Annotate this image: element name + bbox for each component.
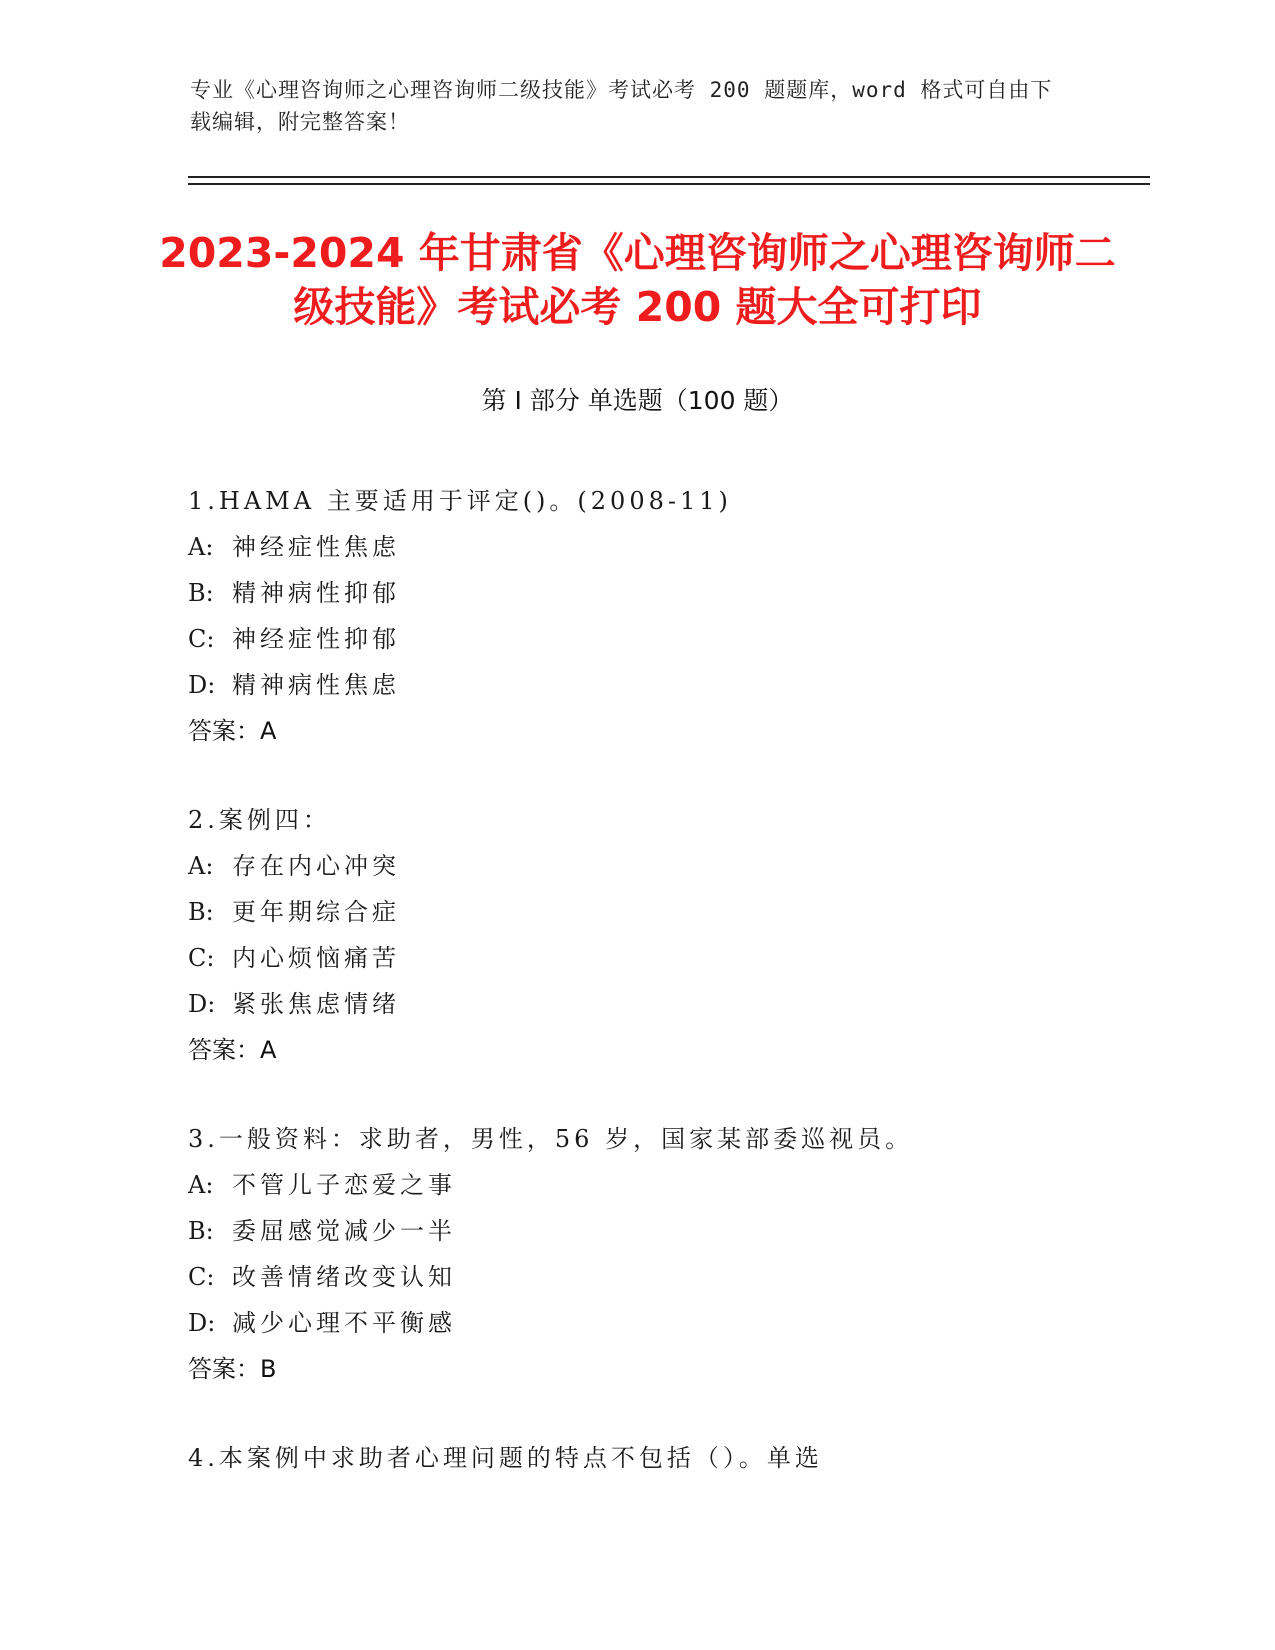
- option-b: [188, 889, 1148, 935]
- question-4: [188, 1435, 1148, 1481]
- option-a: [188, 524, 1148, 570]
- option-letter: C:: [188, 625, 215, 653]
- option-b: [188, 1208, 1148, 1254]
- option-text: 更年期综合症: [232, 898, 400, 926]
- option-a: [188, 1162, 1148, 1208]
- option-c: [188, 935, 1148, 981]
- option-d: [188, 981, 1148, 1027]
- option-d: [188, 662, 1148, 708]
- option-text: 神经症性焦虑: [232, 533, 400, 561]
- header-rule-bottom: [188, 183, 1150, 185]
- question-stem: 2.案例四：: [188, 806, 331, 834]
- option-letter: B:: [188, 579, 214, 607]
- answer: 答案：A: [188, 717, 277, 745]
- option-text: 减少心理不平衡感: [232, 1309, 456, 1337]
- document-title: 2023-2024 年甘肃省《心理咨询师之心理咨询师二级技能》考试必考 200 题大全可打印: [159, 229, 1116, 331]
- option-letter: B:: [188, 1217, 214, 1245]
- option-text: 精神病性抑郁: [232, 579, 400, 607]
- question-list: [188, 478, 1148, 1524]
- answer: 答案：B: [188, 1355, 277, 1383]
- question-stem: 1.HAMA 主要适用于评定()。(2008-11): [188, 487, 732, 515]
- option-text: 紧张焦虑情绪: [232, 990, 400, 1018]
- option-b: [188, 570, 1148, 616]
- question-stem: 3.一般资料：求助者，男性，56 岁，国家某部委巡视员。: [188, 1125, 914, 1153]
- option-letter: A:: [188, 1171, 214, 1199]
- section-heading: 第 I 部分 单选题（100 题）: [481, 386, 794, 415]
- question-stem: 4.本案例中求助者心理问题的特点不包括（）。单选: [188, 1444, 823, 1472]
- question-1: [188, 478, 1148, 754]
- option-letter: D:: [188, 1309, 216, 1337]
- header-rule-top: [188, 176, 1150, 178]
- option-text: 精神病性焦虑: [232, 671, 400, 699]
- option-letter: D:: [188, 990, 216, 1018]
- option-text: 神经症性抑郁: [232, 625, 400, 653]
- option-d: [188, 1300, 1148, 1346]
- option-text: 存在内心冲突: [232, 852, 400, 880]
- option-letter: C:: [188, 944, 215, 972]
- option-letter: A:: [188, 852, 214, 880]
- option-a: [188, 843, 1148, 889]
- option-text: 内心烦恼痛苦: [232, 944, 400, 972]
- answer: 答案：A: [188, 1036, 277, 1064]
- question-3: [188, 1116, 1148, 1392]
- option-text: 委屈感觉减少一半: [232, 1217, 456, 1245]
- option-letter: B:: [188, 898, 214, 926]
- option-letter: A:: [188, 533, 214, 561]
- header-note: 专业《心理咨询师之心理咨询师二级技能》考试必考 200 题题库，word 格式可自由下载编辑，附完整答案！: [190, 78, 1053, 134]
- question-2: [188, 797, 1148, 1073]
- option-text: 改善情绪改变认知: [232, 1263, 456, 1291]
- option-letter: C:: [188, 1263, 215, 1291]
- option-c: [188, 616, 1148, 662]
- option-c: [188, 1254, 1148, 1300]
- option-text: 不管儿子恋爱之事: [232, 1171, 456, 1199]
- option-letter: D:: [188, 671, 216, 699]
